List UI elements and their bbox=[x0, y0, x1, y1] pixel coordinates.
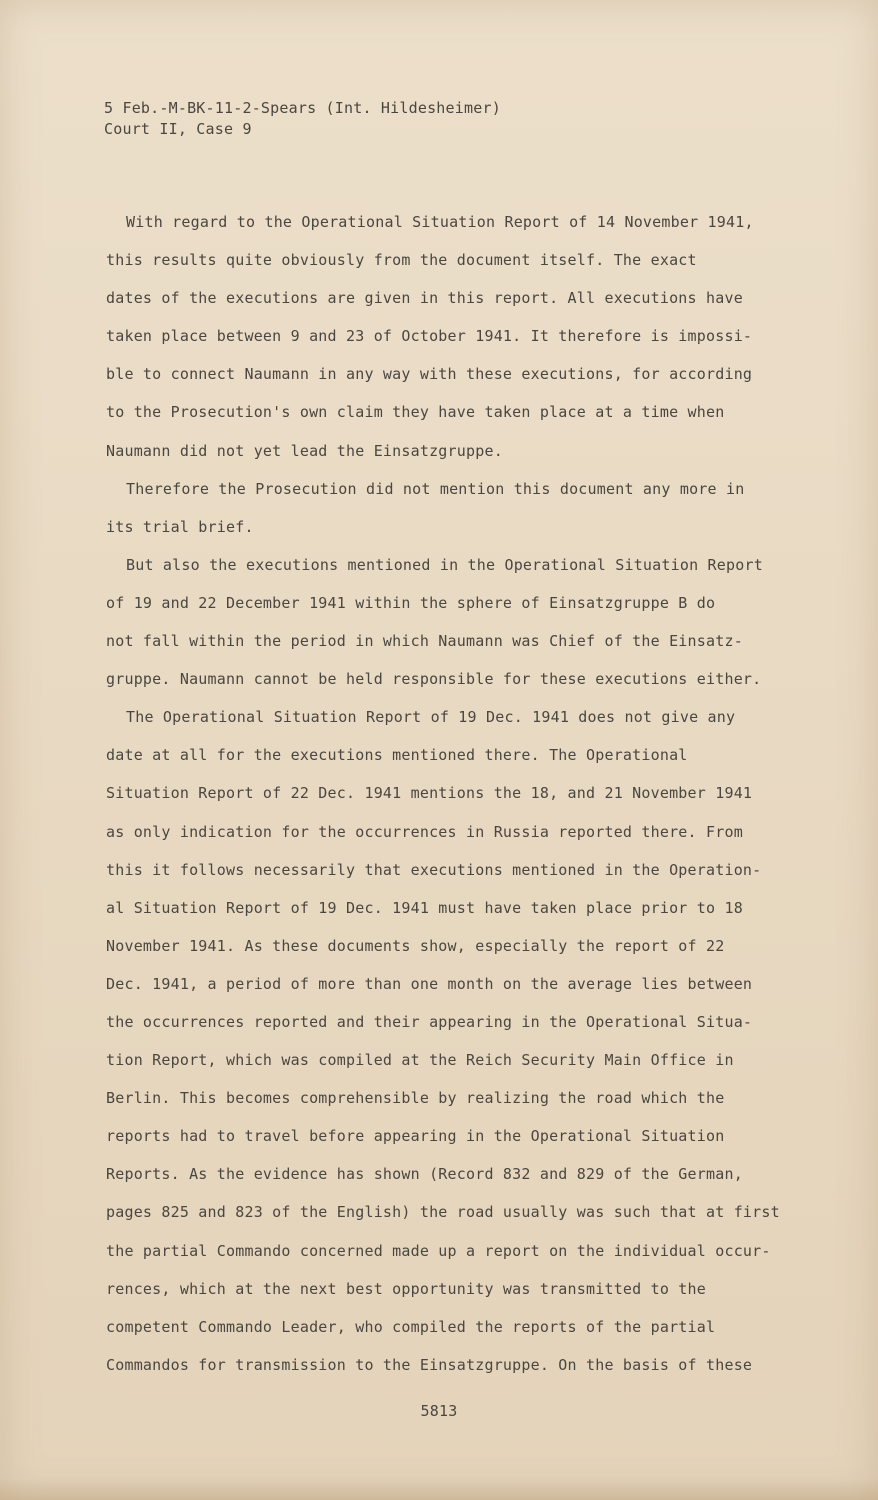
body-text-line: The Operational Situation Report of 19 Dec. 1941 does not give any bbox=[126, 708, 736, 727]
body-text-line: Reports. As the evidence has shown (Record 832 and 829 of the German, bbox=[106, 1165, 743, 1184]
body-text-line: dates of the executions are given in this report. All executions have bbox=[106, 289, 743, 308]
body-text-line: al Situation Report of 19 Dec. 1941 must have taken place prior to 18 bbox=[106, 898, 743, 917]
body-text-line: as only indication for the occurrences in Russia reported there. From bbox=[106, 822, 743, 841]
body-text-line: date at all for the executions mentioned there. The Operational bbox=[106, 746, 688, 765]
document-body bbox=[106, 208, 806, 1389]
header-reference-line: 5 Feb.-M-BK-11-2-Spears (Int. Hildesheimer) bbox=[104, 99, 501, 117]
body-text-line: rences, which at the next best opportunity was transmitted to the bbox=[106, 1279, 706, 1298]
header-court-line: Court II, Case 9 bbox=[104, 120, 252, 138]
body-text-line: pages 825 and 823 of the English) the road usually was such that at first bbox=[106, 1203, 780, 1222]
body-text-line: taken place between 9 and 23 of October 1941. It therefore is impossi- bbox=[106, 327, 753, 346]
body-text-line: But also the executions mentioned in the Operational Situation Report bbox=[126, 555, 763, 574]
body-text-line: Berlin. This becomes comprehensible by realizing the road which the bbox=[106, 1089, 725, 1108]
body-text-line: the occurrences reported and their appearing in the Operational Situa- bbox=[106, 1012, 753, 1031]
body-text-line: tion Report, which was compiled at the Reich Security Main Office in bbox=[106, 1051, 734, 1070]
body-text-line: Commandos for transmission to the Einsatzgruppe. On the basis of these bbox=[106, 1355, 753, 1374]
document-header bbox=[104, 98, 501, 140]
page-bottom-edge bbox=[0, 1478, 878, 1500]
body-text-line: the partial Commando concerned made up a report on the individual occur- bbox=[106, 1241, 771, 1260]
body-text-line: Dec. 1941, a period of more than one month on the average lies between bbox=[106, 974, 753, 993]
body-text-line: Therefore the Prosecution did not mention this document any more in bbox=[126, 479, 745, 498]
body-text-line: Naumann did not yet lead the Einsatzgruppe. bbox=[106, 441, 503, 460]
body-text-line: competent Commando Leader, who compiled the reports of the partial bbox=[106, 1317, 716, 1336]
body-text-line: November 1941. As these documents show, especially the report of 22 bbox=[106, 936, 725, 955]
body-text-line: reports had to travel before appearing in the Operational Situation bbox=[106, 1127, 725, 1146]
body-text-line: gruppe. Naumann cannot be held responsible for these executions either. bbox=[106, 670, 762, 689]
body-text-line: this results quite obviously from the document itself. The exact bbox=[106, 251, 697, 270]
body-text-line: to the Prosecution's own claim they have taken place at a time when bbox=[106, 403, 725, 422]
body-text-line: this it follows necessarily that executions mentioned in the Operation- bbox=[106, 860, 762, 879]
body-text-line: Situation Report of 22 Dec. 1941 mentions the 18, and 21 November 1941 bbox=[106, 784, 753, 803]
page-number: 5813 bbox=[420, 1402, 458, 1420]
body-text-line: With regard to the Operational Situation Report of 14 November 1941, bbox=[126, 213, 754, 231]
body-text-line: of 19 and 22 December 1941 within the sphere of Einsatzgruppe B do bbox=[106, 593, 716, 612]
body-text-line: its trial brief. bbox=[106, 517, 254, 536]
body-text-line: not fall within the period in which Naumann was Chief of the Einsatz- bbox=[106, 632, 743, 651]
body-text-line: ble to connect Naumann in any way with these executions, for according bbox=[106, 365, 753, 384]
